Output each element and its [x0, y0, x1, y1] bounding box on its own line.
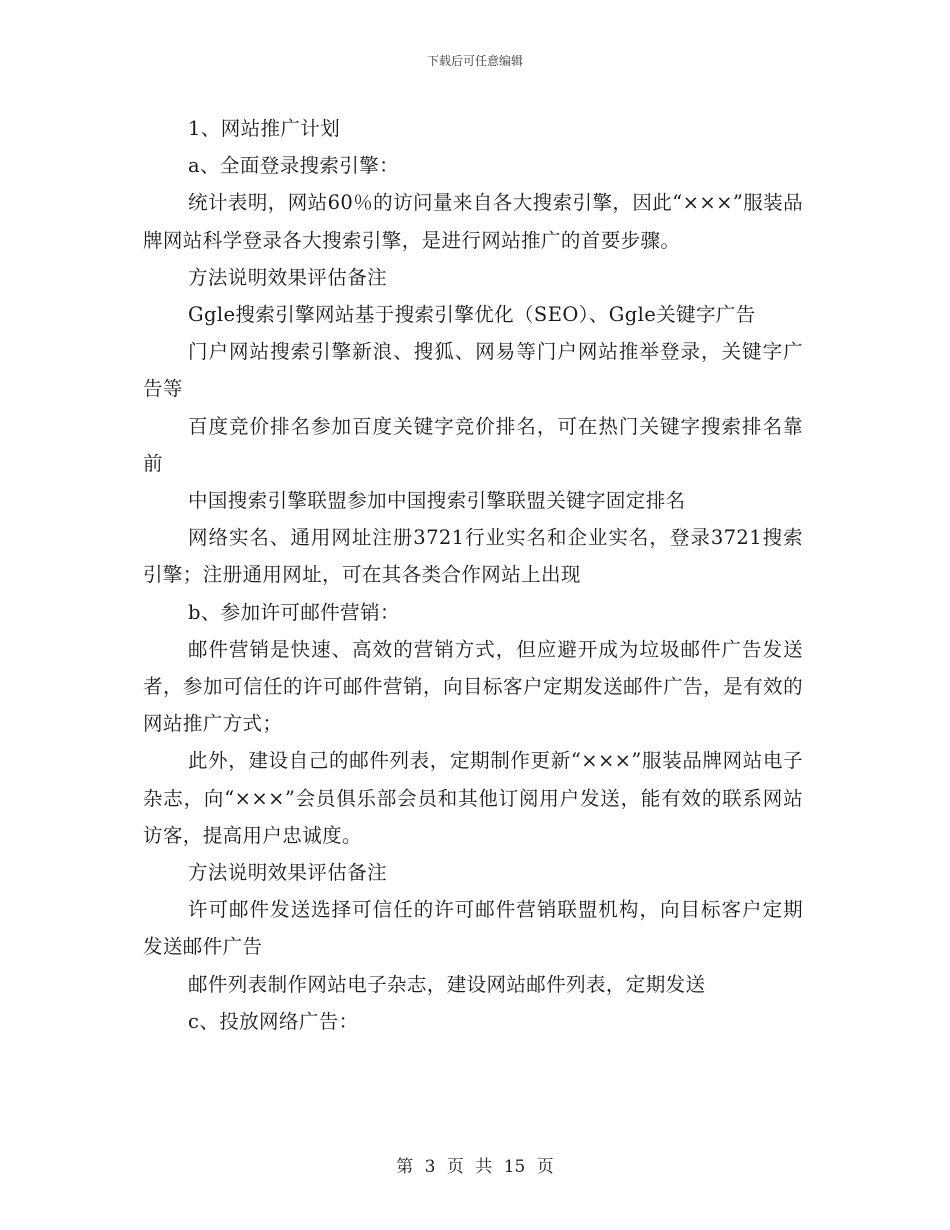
paragraph: 百度竞价排名参加百度关键字竞价排名，可在热门关键字搜索排名靠前 [143, 414, 803, 475]
paragraph: 方法说明效果评估备注 [188, 861, 388, 885]
paragraph: c、投放网络广告： [188, 1009, 359, 1033]
paragraph: b、参加许可邮件营销： [188, 600, 400, 624]
paragraph: 中国搜索引擎联盟参加中国搜索引擎联盟关键字固定排名 [188, 489, 686, 513]
document-body [143, 110, 803, 1040]
paragraph: 门户网站搜索引擎新浪、搜狐、网易等门户网站推举登录，关键字广告等 [143, 340, 803, 401]
paragraph: 邮件营销是快速、高效的营销方式，但应避开成为垃圾邮件广告发送者，参加可信任的许可邮件营销，向目标客户定期发送邮件广告，是有效的网站推广方式； [143, 637, 803, 736]
paragraph: 许可邮件发送选择可信任的许可邮件营销联盟机构，向目标客户定期发送邮件广告 [143, 898, 803, 959]
paragraph: 方法说明效果评估备注 [188, 265, 388, 289]
paragraph: a、全面登录搜索引擎： [188, 154, 400, 178]
page-header: 下载后可任意编辑 [426, 54, 523, 68]
paragraph: 统计表明，网站60％的访问量来自各大搜索引擎，因此“×××”服装品牌网站科学登录各大搜索引擎，是进行网站推广的首要步骤。 [143, 191, 803, 252]
paragraph: Ggle搜索引擎网站基于搜索引擎优化（SEO）、Ggle关键字广告 [188, 303, 756, 327]
paragraph: 1、网站推广计划 [188, 117, 341, 140]
paragraph: 网络实名、通用网址注册3721行业实名和企业实名，登录3721搜索引擎；注册通用网址，可在其各类合作网站上出现 [143, 526, 803, 587]
paragraph: 此外，建设自己的邮件列表，定期制作更新“×××”服装品牌网站电子杂志，向“×××”会员俱乐部会员和其他订阅用户发送，能有效的联系网站访客，提高用户忠诚度。 [143, 749, 803, 847]
page-footer: 第 3 页 共 15 页 [396, 1157, 554, 1177]
paragraph: 邮件列表制作网站电子杂志，建设网站邮件列表，定期发送 [188, 972, 706, 996]
